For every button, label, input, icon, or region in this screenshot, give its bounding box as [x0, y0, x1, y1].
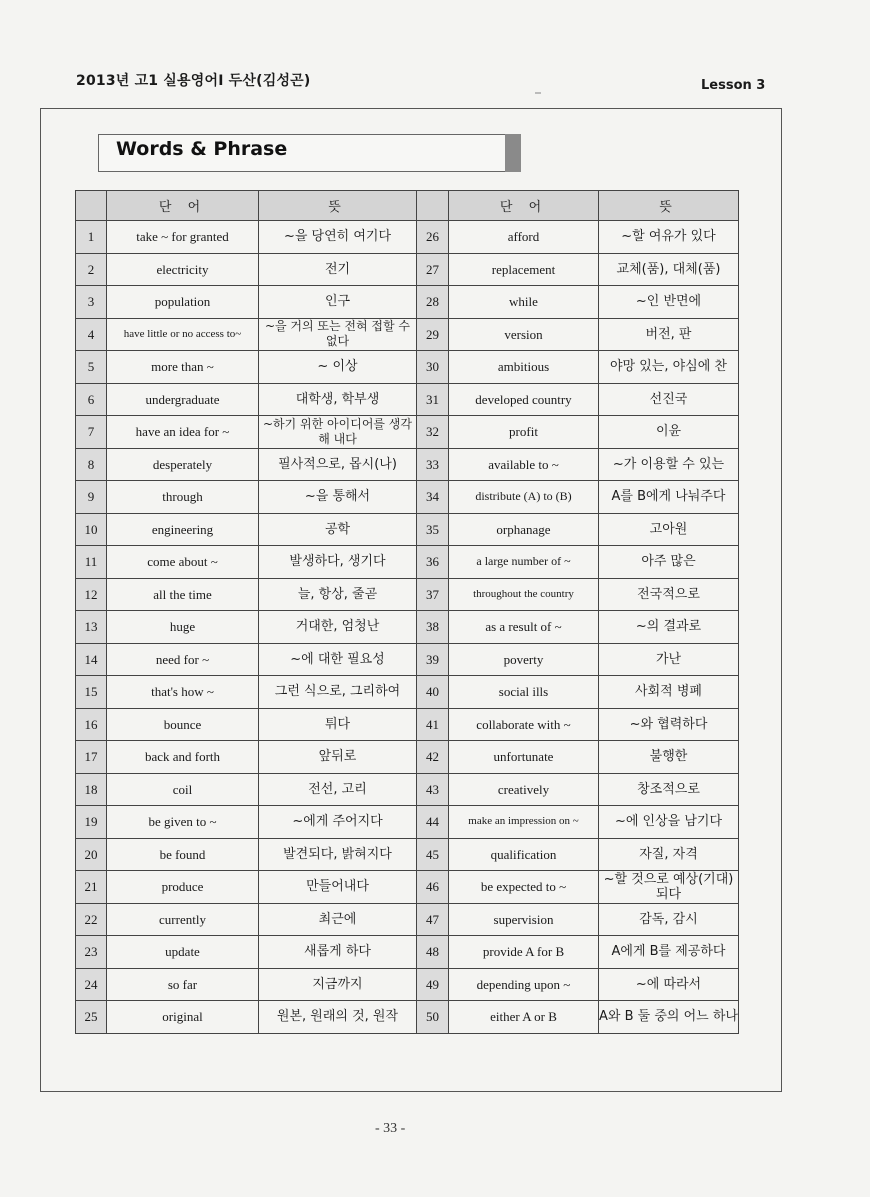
entry-number: 6: [76, 383, 107, 416]
entry-word: produce: [107, 871, 259, 904]
table-row: [76, 806, 739, 839]
entry-meaning: 불행한: [599, 741, 739, 774]
entry-word: huge: [107, 611, 259, 644]
entry-number: 41: [417, 708, 449, 741]
table-row: [76, 838, 739, 871]
entry-meaning: 아주 많은: [599, 546, 739, 579]
entry-meaning: ~의 결과로: [599, 611, 739, 644]
entry-word: update: [107, 936, 259, 969]
entry-number: 28: [417, 286, 449, 319]
entry-meaning: 늘, 항상, 줄곧: [259, 578, 417, 611]
entry-word: come about ~: [107, 546, 259, 579]
entry-word: undergraduate: [107, 383, 259, 416]
entry-number: 42: [417, 741, 449, 774]
table-row: [76, 871, 739, 904]
entry-number: 21: [76, 871, 107, 904]
vocabulary-rows: [76, 221, 739, 1034]
entry-meaning: ~에게 주어지다: [259, 806, 417, 839]
entry-word: original: [107, 1001, 259, 1034]
entry-word: available to ~: [449, 448, 599, 481]
entry-meaning: ~을 거의 또는 전혀 접할 수 없다: [259, 318, 417, 351]
entry-meaning: 창조적으로: [599, 773, 739, 806]
table-row: [76, 481, 739, 514]
header-num-left: [76, 191, 107, 221]
entry-number: 48: [417, 936, 449, 969]
entry-meaning: 지금까지: [259, 968, 417, 1001]
entry-word: be given to ~: [107, 806, 259, 839]
entry-meaning: 새롭게 하다: [259, 936, 417, 969]
table-row: [76, 676, 739, 709]
entry-word: replacement: [449, 253, 599, 286]
table-row: [76, 351, 739, 384]
entry-number: 7: [76, 416, 107, 449]
entry-meaning: A를 B에게 나눠주다: [599, 481, 739, 514]
entry-number: 2: [76, 253, 107, 286]
entry-number: 13: [76, 611, 107, 644]
scan-speck: [535, 92, 541, 94]
entry-number: 37: [417, 578, 449, 611]
entry-meaning: 앞뒤로: [259, 741, 417, 774]
table-row: [76, 773, 739, 806]
table-row: [76, 383, 739, 416]
entry-number: 45: [417, 838, 449, 871]
entry-number: 3: [76, 286, 107, 319]
header-meaning-left: 뜻: [259, 191, 417, 221]
entry-word: so far: [107, 968, 259, 1001]
header-word-left: 단 어: [107, 191, 259, 221]
entry-number: 49: [417, 968, 449, 1001]
entry-number: 31: [417, 383, 449, 416]
table-row: [76, 318, 739, 351]
entry-number: 23: [76, 936, 107, 969]
entry-meaning: ~을 통해서: [259, 481, 417, 514]
entry-number: 19: [76, 806, 107, 839]
table-row: [76, 253, 739, 286]
entry-word: either A or B: [449, 1001, 599, 1034]
table-row: [76, 286, 739, 319]
entry-word: through: [107, 481, 259, 514]
entry-number: 32: [417, 416, 449, 449]
entry-word: depending upon ~: [449, 968, 599, 1001]
entry-meaning: 감독, 감시: [599, 903, 739, 936]
entry-number: 18: [76, 773, 107, 806]
entry-number: 12: [76, 578, 107, 611]
entry-word: desperately: [107, 448, 259, 481]
entry-number: 5: [76, 351, 107, 384]
document-header-title: 2013년 고1 실용영어I 두산(김성곤): [76, 73, 311, 89]
entry-meaning: ~에 대한 필요성: [259, 643, 417, 676]
entry-number: 10: [76, 513, 107, 546]
entry-word: population: [107, 286, 259, 319]
entry-word: have little or no access to~: [107, 318, 259, 351]
entry-word: electricity: [107, 253, 259, 286]
entry-word: back and forth: [107, 741, 259, 774]
entry-number: 36: [417, 546, 449, 579]
entry-word: all the time: [107, 578, 259, 611]
entry-word: be found: [107, 838, 259, 871]
entry-meaning: 원본, 원래의 것, 원작: [259, 1001, 417, 1034]
entry-number: 24: [76, 968, 107, 1001]
entry-word: supervision: [449, 903, 599, 936]
table-row: [76, 708, 739, 741]
entry-word: engineering: [107, 513, 259, 546]
entry-meaning: A에게 B를 제공하다: [599, 936, 739, 969]
entry-word: need for ~: [107, 643, 259, 676]
entry-number: 38: [417, 611, 449, 644]
entry-number: 15: [76, 676, 107, 709]
entry-word: version: [449, 318, 599, 351]
entry-meaning: 이윤: [599, 416, 739, 449]
entry-meaning: ~ 이상: [259, 351, 417, 384]
entry-number: 44: [417, 806, 449, 839]
entry-word: developed country: [449, 383, 599, 416]
vocabulary-table: [75, 190, 739, 1034]
entry-meaning: 발생하다, 생기다: [259, 546, 417, 579]
entry-meaning: 야망 있는, 야심에 찬: [599, 351, 739, 384]
entry-word: afford: [449, 221, 599, 254]
table-row: [76, 448, 739, 481]
entry-meaning: 공학: [259, 513, 417, 546]
entry-word: profit: [449, 416, 599, 449]
entry-meaning: 튀다: [259, 708, 417, 741]
entry-meaning: ~할 여유가 있다: [599, 221, 739, 254]
entry-meaning: 인구: [259, 286, 417, 319]
entry-meaning: ~인 반면에: [599, 286, 739, 319]
entry-word: ambitious: [449, 351, 599, 384]
table-row: [76, 221, 739, 254]
entry-number: 4: [76, 318, 107, 351]
entry-meaning: 최근에: [259, 903, 417, 936]
entry-word: distribute (A) to (B): [449, 481, 599, 514]
table-row: [76, 578, 739, 611]
entry-word: more than ~: [107, 351, 259, 384]
entry-number: 34: [417, 481, 449, 514]
entry-number: 16: [76, 708, 107, 741]
entry-meaning: ~하기 위한 아이디어를 생각해 내다: [259, 416, 417, 449]
page-number: - 33 -: [375, 1121, 406, 1136]
entry-word: collaborate with ~: [449, 708, 599, 741]
table-row: [76, 968, 739, 1001]
entry-meaning: 사회적 병폐: [599, 676, 739, 709]
entry-number: 17: [76, 741, 107, 774]
entry-number: 47: [417, 903, 449, 936]
entry-number: 20: [76, 838, 107, 871]
entry-number: 30: [417, 351, 449, 384]
entry-word: poverty: [449, 643, 599, 676]
entry-number: 46: [417, 871, 449, 904]
entry-word: a large number of ~: [449, 546, 599, 579]
entry-word: orphanage: [449, 513, 599, 546]
entry-number: 43: [417, 773, 449, 806]
table-row: [76, 546, 739, 579]
entry-meaning: 교체(품), 대체(품): [599, 253, 739, 286]
entry-meaning: 필사적으로, 몹시(나): [259, 448, 417, 481]
entry-meaning: 자질, 자격: [599, 838, 739, 871]
entry-meaning: 거대한, 엄청난: [259, 611, 417, 644]
entry-number: 40: [417, 676, 449, 709]
entry-meaning: 그런 식으로, 그리하여: [259, 676, 417, 709]
table-row: [76, 936, 739, 969]
entry-meaning: ~을 당연히 여기다: [259, 221, 417, 254]
table-row: [76, 903, 739, 936]
section-title-accent-bar: [505, 134, 521, 172]
entry-number: 27: [417, 253, 449, 286]
entry-word: currently: [107, 903, 259, 936]
entry-word: qualification: [449, 838, 599, 871]
table-row: [76, 643, 739, 676]
entry-meaning: ~가 이용할 수 있는: [599, 448, 739, 481]
entry-number: 1: [76, 221, 107, 254]
entry-meaning: ~에 인상을 남기다: [599, 806, 739, 839]
entry-word: unfortunate: [449, 741, 599, 774]
entry-meaning: 선진국: [599, 383, 739, 416]
table-row: [76, 1001, 739, 1034]
entry-number: 26: [417, 221, 449, 254]
entry-word: coil: [107, 773, 259, 806]
entry-meaning: ~와 협력하다: [599, 708, 739, 741]
entry-word: while: [449, 286, 599, 319]
entry-meaning: 만들어내다: [259, 871, 417, 904]
header-meaning-right: 뜻: [599, 191, 739, 221]
entry-number: 9: [76, 481, 107, 514]
entry-meaning: 가난: [599, 643, 739, 676]
entry-number: 35: [417, 513, 449, 546]
entry-word: social ills: [449, 676, 599, 709]
section-title: Words & Phrase: [116, 138, 288, 160]
entry-meaning: A와 B 둘 중의 어느 하나: [599, 1001, 739, 1034]
entry-number: 29: [417, 318, 449, 351]
entry-word: have an idea for ~: [107, 416, 259, 449]
table-row: [76, 416, 739, 449]
table-row: [76, 611, 739, 644]
header-num-right: [417, 191, 449, 221]
entry-word: take ~ for granted: [107, 221, 259, 254]
entry-word: be expected to ~: [449, 871, 599, 904]
entry-number: 50: [417, 1001, 449, 1034]
header-word-right: 단 어: [449, 191, 599, 221]
entry-word: provide A for B: [449, 936, 599, 969]
entry-word: bounce: [107, 708, 259, 741]
entry-meaning: ~에 따라서: [599, 968, 739, 1001]
entry-meaning: 전선, 고리: [259, 773, 417, 806]
lesson-label: Lesson 3: [701, 78, 766, 93]
entry-number: 22: [76, 903, 107, 936]
entry-word: that's how ~: [107, 676, 259, 709]
entry-meaning: 발견되다, 밝혀지다: [259, 838, 417, 871]
entry-number: 11: [76, 546, 107, 579]
entry-number: 14: [76, 643, 107, 676]
entry-word: make an impression on ~: [449, 806, 599, 839]
entry-word: creatively: [449, 773, 599, 806]
entry-meaning: ~할 것으로 예상(기대)되다: [599, 871, 739, 904]
entry-word: as a result of ~: [449, 611, 599, 644]
entry-meaning: 대학생, 학부생: [259, 383, 417, 416]
entry-number: 33: [417, 448, 449, 481]
entry-number: 8: [76, 448, 107, 481]
entry-meaning: 전기: [259, 253, 417, 286]
entry-meaning: 전국적으로: [599, 578, 739, 611]
table-header-row: [76, 191, 739, 221]
table-row: [76, 513, 739, 546]
entry-meaning: 버전, 판: [599, 318, 739, 351]
entry-number: 39: [417, 643, 449, 676]
entry-meaning: 고아원: [599, 513, 739, 546]
entry-number: 25: [76, 1001, 107, 1034]
table-row: [76, 741, 739, 774]
entry-word: throughout the country: [449, 578, 599, 611]
